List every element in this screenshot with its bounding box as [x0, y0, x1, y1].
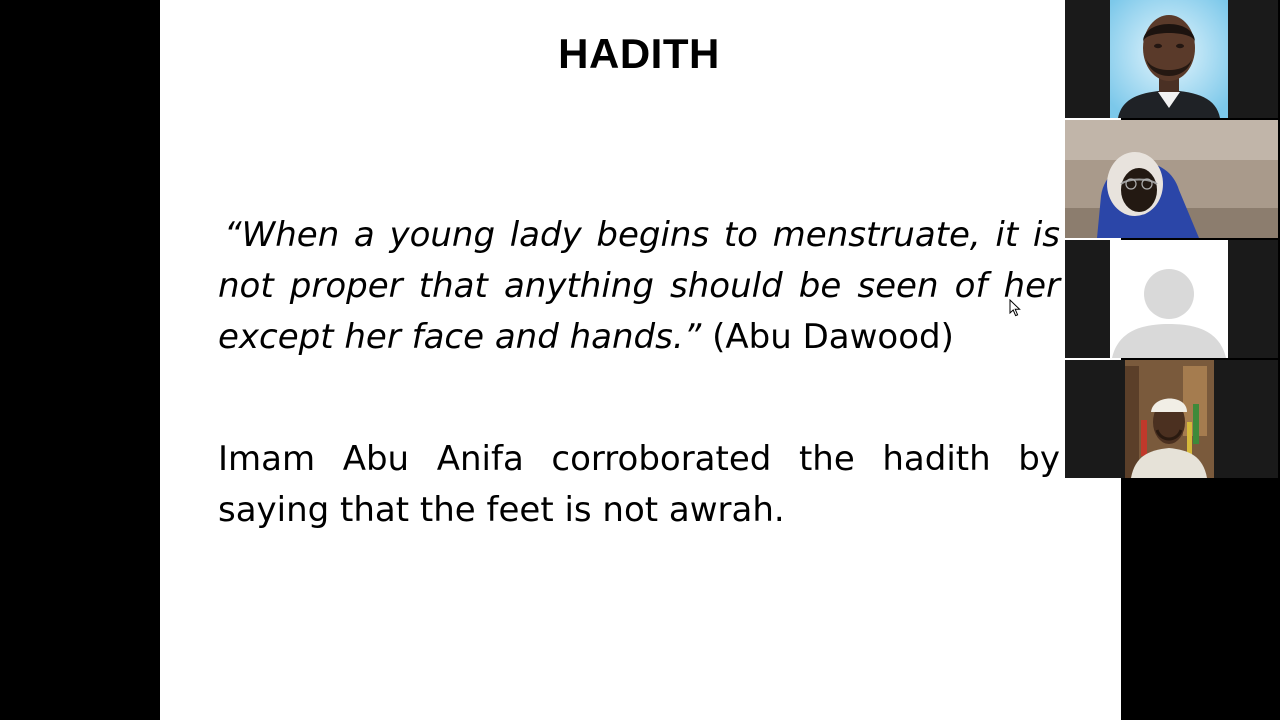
- hadith-quote: [218, 210, 1060, 363]
- participant-tile[interactable]: [1065, 240, 1278, 358]
- avatar-placeholder: [1110, 240, 1228, 358]
- participant-video: [1125, 360, 1214, 478]
- mouse-pointer-icon: [1009, 299, 1021, 317]
- participant-tile[interactable]: [1065, 0, 1278, 118]
- quote-citation: (Abu Dawood): [701, 317, 954, 357]
- commentary-paragraph: Imam Abu Anifa corroborated the hadith by saying that the feet is not awrah.: [218, 439, 1060, 530]
- user-avatar-icon: [1110, 240, 1228, 358]
- participant-gallery: [1065, 0, 1280, 480]
- participant-video: [1065, 120, 1278, 238]
- participant-video: [1110, 0, 1228, 118]
- quote-close-mark: ”: [683, 317, 702, 357]
- slide-body: [218, 210, 1060, 536]
- quote-text: When a young lady begins to menstruate, it is not proper that anything should be seen of her except her face and hands.: [218, 215, 1060, 357]
- participant-tile[interactable]: [1065, 120, 1278, 238]
- slide-title: HADITH: [558, 30, 720, 77]
- shared-slide: [160, 0, 1121, 720]
- participant-tile[interactable]: [1065, 360, 1278, 478]
- quote-open-mark: “: [224, 215, 242, 255]
